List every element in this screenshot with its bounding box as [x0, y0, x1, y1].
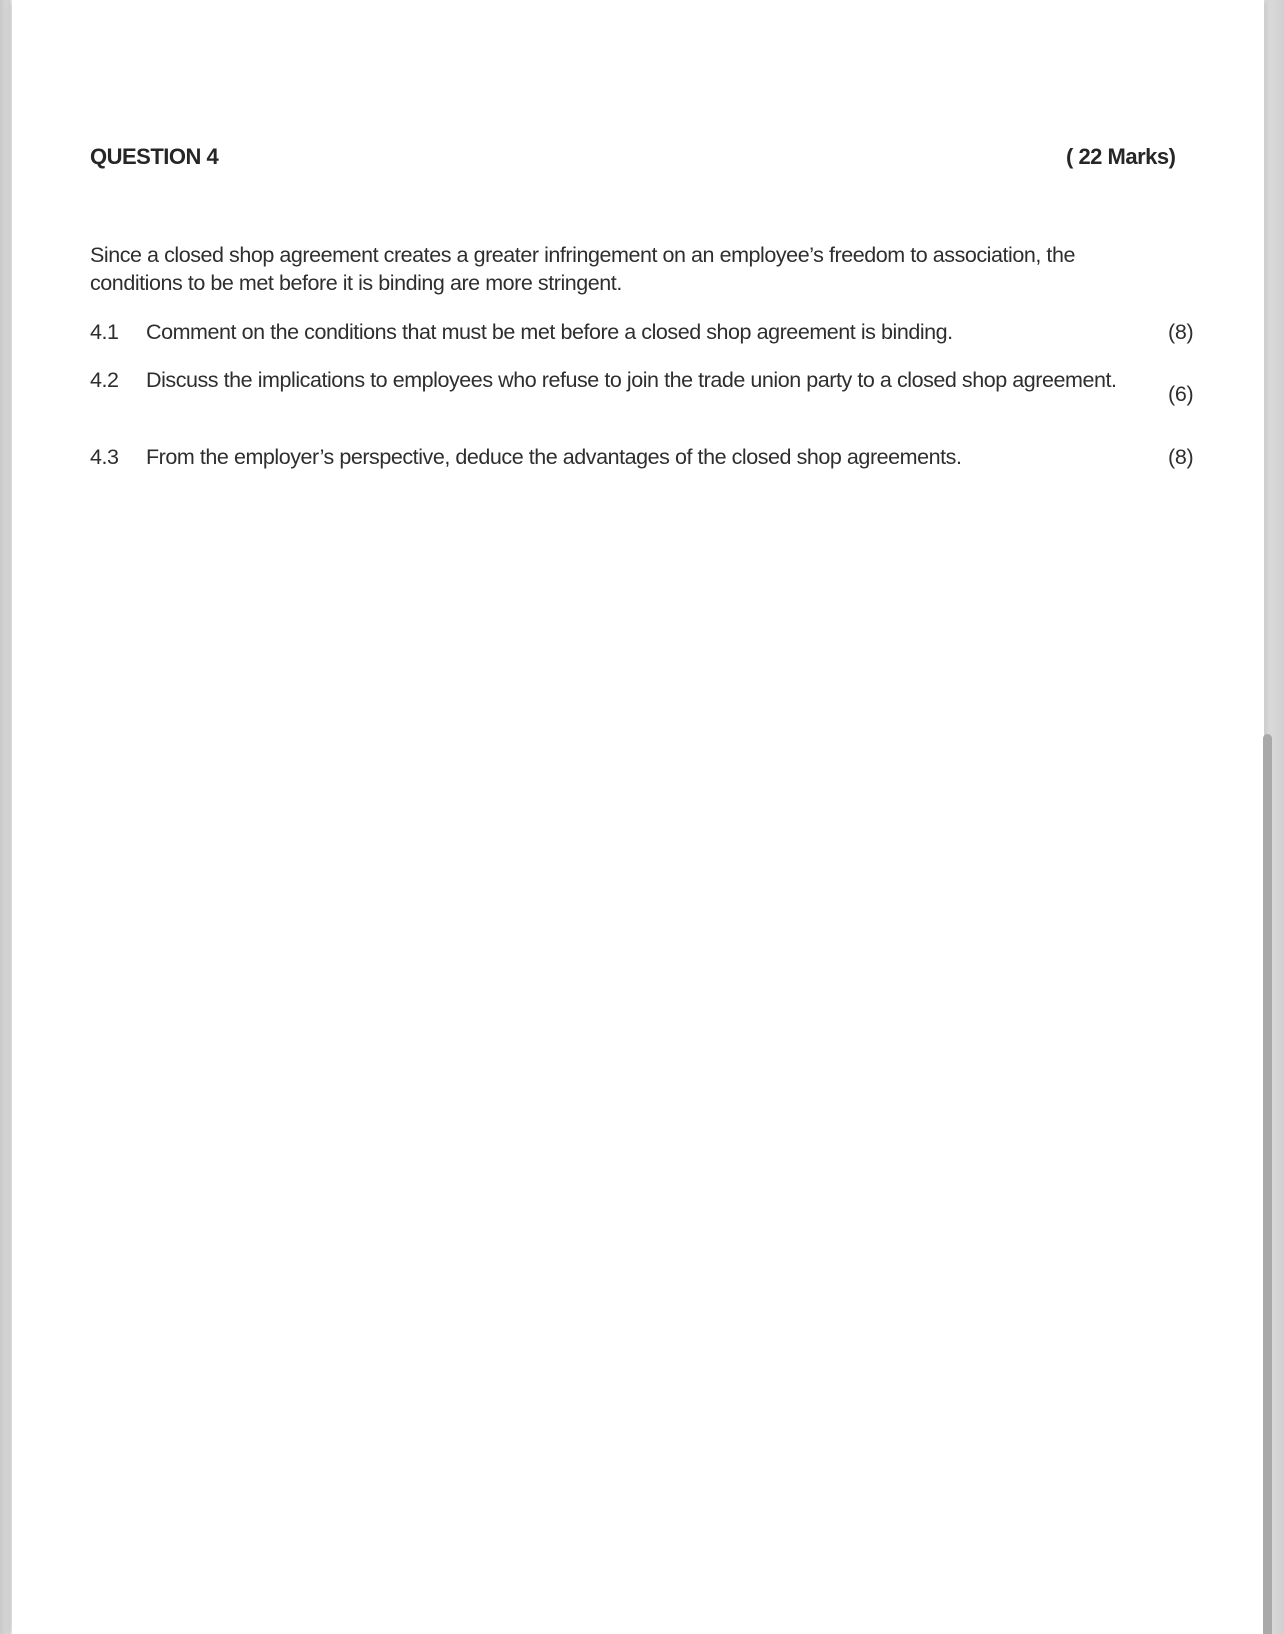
item-text: From the employer’s perspective, deduce the advantages of the closed shop agreements. [146, 445, 962, 469]
item-number: 4.3 [90, 445, 119, 469]
item-mark-4-2: (6) [1168, 382, 1194, 406]
question-total-marks: ( 22 Marks) [1066, 144, 1176, 169]
item-text: Discuss the implications to employees who refuse to join the trade union party to a closed shop agreement. [146, 368, 1117, 392]
question-intro: Since a closed shop agreement creates a greater infringement on an employee’s freedom to association, the conditions to be met before it is binding are more stringent. [90, 243, 1075, 295]
item-number: 4.2 [90, 368, 119, 392]
item-mark-4-1: (8) [1168, 320, 1194, 344]
item-text: Comment on the conditions that must be met before a closed shop agreement is binding. [146, 320, 953, 344]
item-mark-4-3: (8) [1168, 445, 1194, 469]
item-number: 4.1 [90, 320, 119, 344]
vertical-scrollbar-thumb[interactable] [1263, 734, 1272, 1634]
question-title: QUESTION 4 [90, 144, 219, 169]
document-page [12, 0, 1264, 1634]
